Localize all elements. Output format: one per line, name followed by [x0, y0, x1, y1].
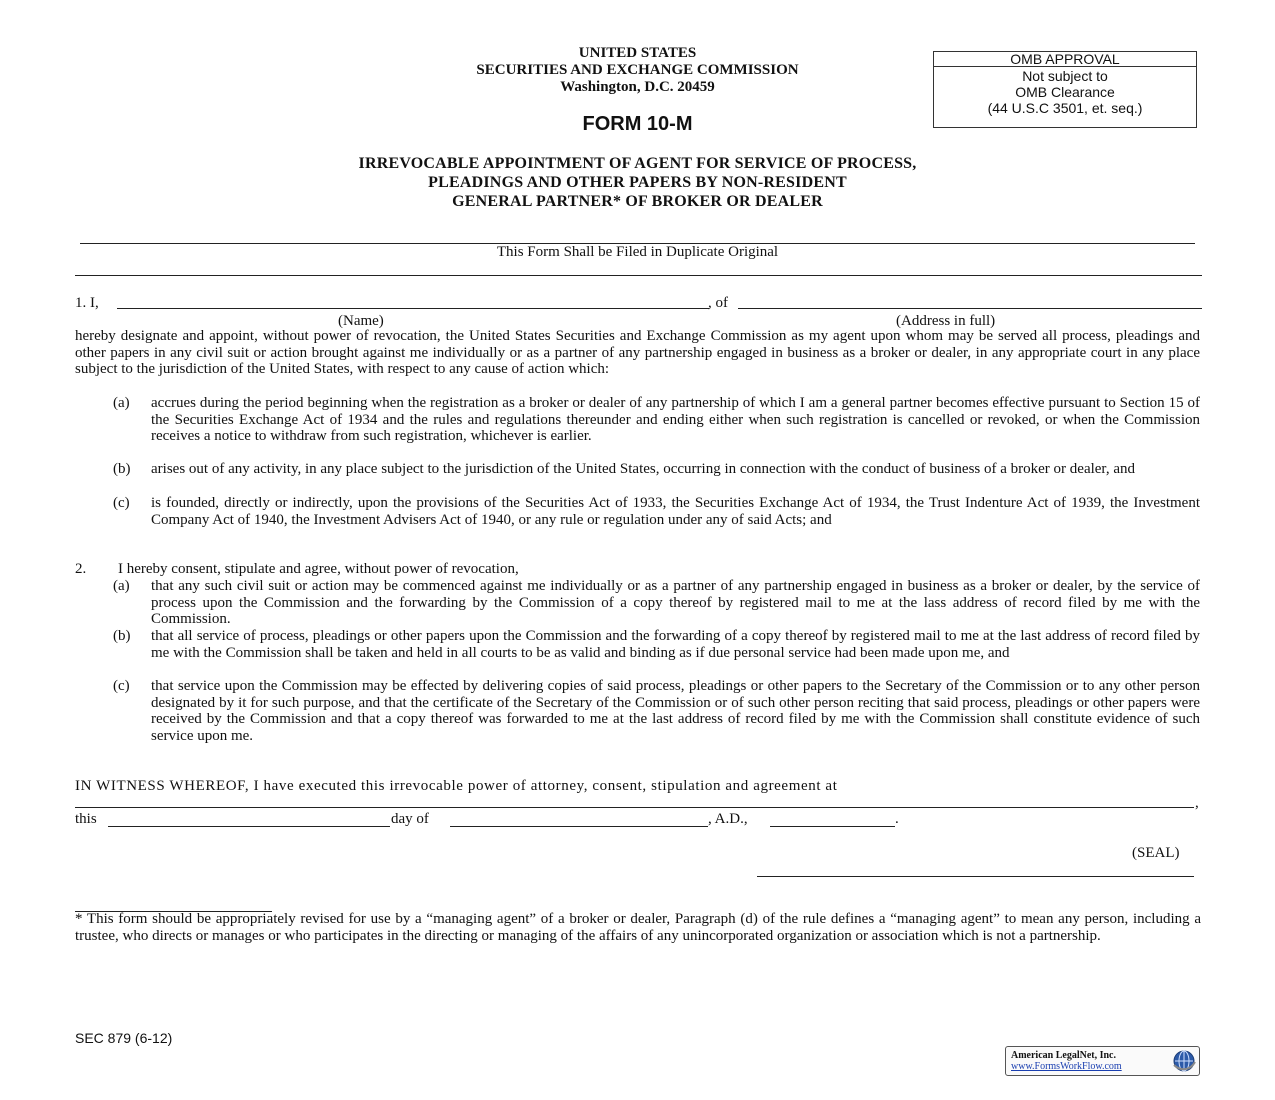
date-period: .: [895, 811, 899, 827]
publisher-name: American LegalNet, Inc.: [1011, 1050, 1116, 1061]
form-subtitle: [200, 154, 1075, 211]
subtitle-line-3: GENERAL PARTNER* OF BROKER OR DEALER: [452, 193, 823, 210]
section2-item-b: [113, 628, 1200, 678]
name-label: (Name): [338, 313, 384, 329]
item-label: (c): [113, 678, 130, 694]
item-text: that all service of process, pleadings or other papers upon the Commission and the forwarding of a copy thereof by registered mail to me at the last address of record filed by me with the Commission shall be taken and held in all courts to be as valid and binding as if due personal service had been made upon me, and: [151, 628, 1200, 661]
item-text: accrues during the period beginning when the registration as a broker or dealer of any partnership of which I am a general partner becomes effective pursuant to Section 15 of the Securities Exchange Act of 1934 and the rules and regulations thereunder and ending either when such registration is cancelled or revoked, or when the Commission receives a notice to withdraw from such registration, whichever is earlier.: [151, 395, 1200, 445]
omb-line-1: Not subject to: [1022, 68, 1108, 84]
form-code: SEC 879 (6-12): [75, 1030, 173, 1046]
witness-comma: ,: [1195, 795, 1199, 811]
omb-line-3: (44 U.S.C 3501, et. seq.): [987, 100, 1143, 116]
witness-location-field[interactable]: [75, 807, 1194, 808]
item-label: (c): [113, 495, 130, 511]
section1-name-line: [75, 295, 1205, 315]
item-text: that any such civil suit or action may be commenced against me individually or as a partner of any partnership engaged in business as a broker or dealer, by the service of process upon the Commission and the forwarding by the Commission of a copy thereof by registered mail to me at the lass address of record filed by me with the Commission.: [151, 578, 1200, 628]
item-label: (b): [113, 628, 131, 644]
section1-item-c: [113, 495, 1200, 545]
form-title: FORM 10-M: [582, 113, 693, 135]
ad-label: , A.D.,: [708, 811, 748, 827]
of-label: , of: [708, 295, 728, 311]
agency-line-1: UNITED STATES: [578, 45, 697, 61]
section1-item-b: [113, 461, 1200, 495]
publisher-logo[interactable]: [1005, 1046, 1200, 1076]
publisher-url[interactable]: www.FormsWorkFlow.com: [1011, 1061, 1122, 1072]
day-of-label: day of: [391, 811, 429, 827]
agency-line-2: SECURITIES AND EXCHANGE COMMISSION: [476, 62, 799, 78]
name-field[interactable]: [117, 308, 709, 309]
section1-item-a: [113, 395, 1200, 462]
month-field[interactable]: [450, 826, 708, 827]
omb-title: OMB APPROVAL: [934, 52, 1196, 67]
section2-item-c: [113, 678, 1200, 762]
seal-label: (SEAL): [1132, 845, 1180, 861]
address-field[interactable]: [738, 308, 1202, 309]
year-field[interactable]: [770, 826, 895, 827]
agency-line-3: Washington, D.C. 20459: [560, 79, 715, 95]
omb-approval-box: [933, 51, 1197, 128]
divider-bottom: [75, 275, 1202, 276]
item-label: (a): [113, 578, 130, 594]
duplicate-note: This Form Shall be Filed in Duplicate Original: [496, 244, 779, 260]
item-text: that service upon the Commission may be effected by delivering copies of said process, pleadings or other papers to the Secretary of the Commission or to any other person designated by it for such purpose, and that the certificate of the Secretary of the Commission or of such other person reciting that said process, pleadings or other papers were received by the Commission and that a copy thereof was forwarded to me at the last address of record filed by me with the Commission shall constitute evidence of such service upon me.: [151, 678, 1200, 745]
omb-line-2: OMB Clearance: [1015, 84, 1115, 100]
subtitle-line-2: PLEADINGS AND OTHER PAPERS BY NON-RESIDENT: [428, 174, 847, 191]
section2-item-a: [113, 578, 1200, 628]
signature-field[interactable]: [757, 876, 1194, 877]
globe-icon: [1172, 1049, 1196, 1073]
item-text: arises out of any activity, in any place subject to the jurisdiction of the United States, occurring in connection with the conduct of business of a broker or dealer, and: [151, 461, 1135, 477]
this-label: this: [75, 811, 97, 827]
section2-number: 2.: [75, 561, 87, 577]
footnote: * This form should be appropriately revised for use by a “managing agent” of a broker or dealer, Paragraph (d) of the rule defines a “managing agent” to mean any person, including a trustee, who directs or manages or who participates in the directing or managing of the affairs of any unincorporated organization or association which is not a partnership.: [75, 911, 1201, 944]
item-label: (a): [113, 395, 130, 411]
section1-prefix: 1. I,: [75, 295, 99, 311]
agency-header: [340, 45, 935, 96]
day-field[interactable]: [108, 826, 390, 827]
item-label: (b): [113, 461, 131, 477]
witness-text: IN WITNESS WHEREOF, I have executed this irrevocable power of attorney, consent, stipulation and agreement at: [75, 778, 838, 794]
subtitle-line-1: IRREVOCABLE APPOINTMENT OF AGENT FOR SERVICE OF PROCESS,: [358, 155, 917, 172]
address-label: (Address in full): [896, 313, 996, 329]
section1-intro: hereby designate and appoint, without power of revocation, the United States Securities and Exchange Commission as my agent upon whom may be served all process, pleadings and other papers in any civil suit or action brought against me individually or as a partner of any partnership engaged in business as a broker or dealer, in any appropriate court in any place subject to the jurisdiction of the United States, with respect to any cause of action which:: [75, 328, 1200, 378]
section2-intro: I hereby consent, stipulate and agree, without power of revocation,: [118, 561, 519, 577]
item-text: is founded, directly or indirectly, upon the provisions of the Securities Act of 1933, the Securities Exchange Act of 1934, the Trust Indenture Act of 1939, the Investment Company Act of 1940, the Investment Advisers Act of 1940, or any rule or regulation under any of said Acts; and: [151, 495, 1200, 528]
